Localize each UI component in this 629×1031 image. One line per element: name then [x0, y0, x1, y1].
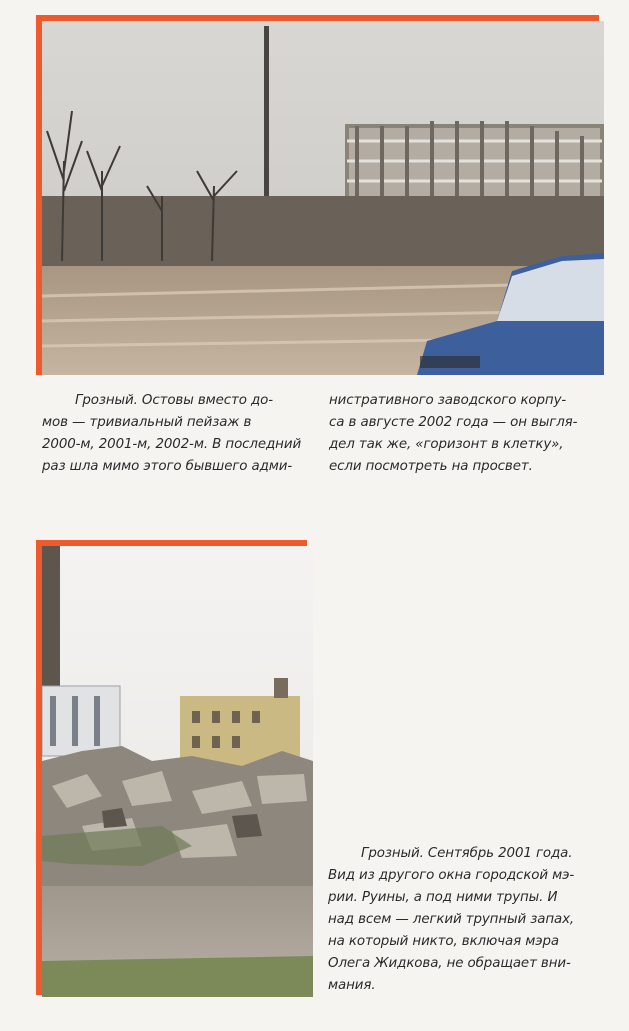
caption-top-left: [42, 390, 314, 478]
caption-line: Вид из другого окна городской мэ-: [328, 868, 575, 883]
caption-line: раз шла мимо этого бывшего адми-: [42, 459, 293, 474]
caption-line: на который никто, включая мэра: [328, 934, 559, 949]
caption-top-right: [329, 390, 605, 478]
caption-line: Грозный. Сентябрь 2001 года.: [361, 846, 573, 861]
photo-ruins-image: [42, 546, 313, 997]
caption-line: мания.: [328, 978, 376, 993]
caption-line: если посмотреть на просвет.: [329, 459, 533, 474]
caption-bottom: [328, 843, 604, 997]
caption-line: 2000-м, 2001-м, 2002-м. В последний: [42, 437, 302, 452]
caption-line: Олега Жидкова, не обращает вни-: [328, 956, 571, 971]
photo-building-skeleton-image: [42, 21, 604, 375]
caption-line: мов — тривиальный пейзаж в: [42, 415, 252, 430]
caption-line: над всем — легкий трупный запах,: [328, 912, 575, 927]
photo-building-skeleton: [42, 21, 604, 375]
photo-ruins: [42, 546, 313, 997]
caption-line: нистративного заводского корпу-: [329, 393, 567, 408]
caption-line: Грозный. Остовы вместо до-: [75, 393, 273, 408]
caption-line: рии. Руины, а под ними трупы. И: [328, 890, 558, 905]
caption-line: са в августе 2002 года — он выгля-: [329, 415, 578, 430]
caption-line: дел так же, «горизонт в клетку»,: [329, 437, 564, 452]
